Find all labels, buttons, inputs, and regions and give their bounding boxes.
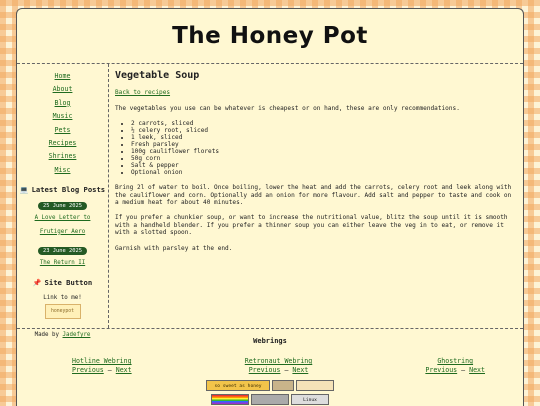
gray-badge[interactable]: [251, 394, 289, 405]
honey-badge[interactable]: so sweet as honey: [206, 380, 270, 391]
link-to-me-text: Link to me!: [43, 295, 82, 302]
post-date-badge: 25 June 2025: [38, 202, 87, 210]
list-item: • Salt & pepper: [131, 162, 517, 169]
webring-retronaut: [245, 357, 313, 374]
made-by-text: [17, 329, 108, 342]
main-area: [17, 64, 523, 339]
nav-home-link[interactable]: Home: [54, 72, 71, 80]
site-button-title: Site Button: [44, 278, 93, 288]
nav-music-link[interactable]: Music: [52, 112, 73, 121]
made-by-prefix: Made by: [34, 332, 63, 339]
nav-misc-link[interactable]: Misc: [54, 165, 71, 174]
webring-hotline: [72, 357, 132, 374]
footer: [17, 337, 523, 405]
author-link[interactable]: Jadefyre: [62, 332, 91, 339]
pixel-badge[interactable]: [272, 380, 294, 391]
nav-about-link[interactable]: About: [52, 85, 73, 94]
instructions-paragraph: Garnish with parsley at the end.: [115, 244, 233, 252]
webring-previous-link[interactable]: Previous: [72, 365, 104, 374]
webring-next-link[interactable]: Next: [292, 365, 309, 374]
post-link[interactable]: The Return II: [39, 260, 86, 267]
link-badge[interactable]: [296, 380, 334, 391]
webring-separator: –: [461, 365, 466, 374]
back-to-recipes-link[interactable]: Back to recipes: [115, 89, 171, 97]
article: [109, 64, 523, 328]
post-date-badge: 23 June 2025: [38, 247, 87, 255]
webring-previous-link[interactable]: Previous: [248, 365, 281, 374]
site-header: [17, 9, 523, 64]
webring-separator: –: [107, 365, 112, 374]
list-item: • 2 carrots, sliced: [131, 120, 517, 127]
linux-badge[interactable]: Linux: [291, 394, 329, 405]
nav-recipes-link[interactable]: Recipes: [48, 139, 77, 148]
webring-ghostring: [425, 357, 485, 374]
webring-next-link[interactable]: Next: [115, 365, 132, 374]
page-frame: [16, 8, 524, 406]
ingredients-list: [115, 120, 517, 176]
pride-flag-badge[interactable]: [211, 394, 249, 405]
article-intro: The vegetables you use can be whatever is cheapest or on hand, these are only recommendations.: [115, 104, 460, 112]
badge-row: [211, 394, 329, 405]
nav-pets-link[interactable]: Pets: [54, 125, 71, 134]
webring-name-link[interactable]: Retronaut Webring: [244, 357, 313, 365]
post-link[interactable]: A Love Letter to Frutiger Aero: [34, 215, 91, 235]
instructions-paragraph: If you prefer a chunkier soup, or want to increase the nutritional value, blitz the soup until it is smooth with a handheld blender. If you prefer a thinner soup you can either leave the veg in to eat, or remove it with a slotted spoon.: [115, 214, 508, 237]
nav-shrines-link[interactable]: Shrines: [48, 152, 77, 161]
webring-name-link[interactable]: Hotline Webring: [72, 357, 132, 365]
article-title: Vegetable Soup: [115, 70, 200, 81]
laptop-icon: 💻: [19, 185, 29, 194]
webring-name-link[interactable]: Ghostring: [437, 357, 474, 365]
site-title: The Honey Pot: [172, 23, 368, 49]
webring-previous-link[interactable]: Previous: [425, 365, 458, 374]
sidebar: [17, 64, 109, 339]
latest-posts-heading: [17, 185, 108, 194]
list-item: • Fresh parsley: [131, 141, 517, 148]
nav-blog-link[interactable]: Blog: [54, 98, 71, 107]
instructions-paragraph: Bring 2l of water to boil. Once boiling, lower the heat and add the carrots, celery root and leek along with the cauliflower and corn. Optionally add an onion for more flavour. Add salt and pepper to taste and cook on a medium heat for about 40 minutes.: [115, 184, 512, 207]
site-button-heading: [17, 278, 108, 287]
badge-row: [206, 380, 334, 391]
site-button-image[interactable]: honeypot: [45, 304, 81, 319]
webrings-title: Webrings: [253, 337, 287, 345]
list-item: • 50g corn: [131, 155, 517, 162]
webrings-list: [17, 357, 523, 374]
list-item: • 1 leek, sliced: [131, 134, 517, 141]
list-item: • 100g cauliflower florets: [131, 148, 517, 155]
webring-next-link[interactable]: Next: [469, 365, 485, 374]
latest-posts-title: Latest Blog Posts: [31, 185, 106, 195]
list-item: • ½ celery root, sliced: [131, 127, 517, 134]
list-item: • Optional onion: [131, 169, 517, 176]
webring-separator: –: [284, 365, 289, 374]
badge-area: [17, 380, 523, 405]
pin-icon: 📌: [32, 278, 42, 287]
